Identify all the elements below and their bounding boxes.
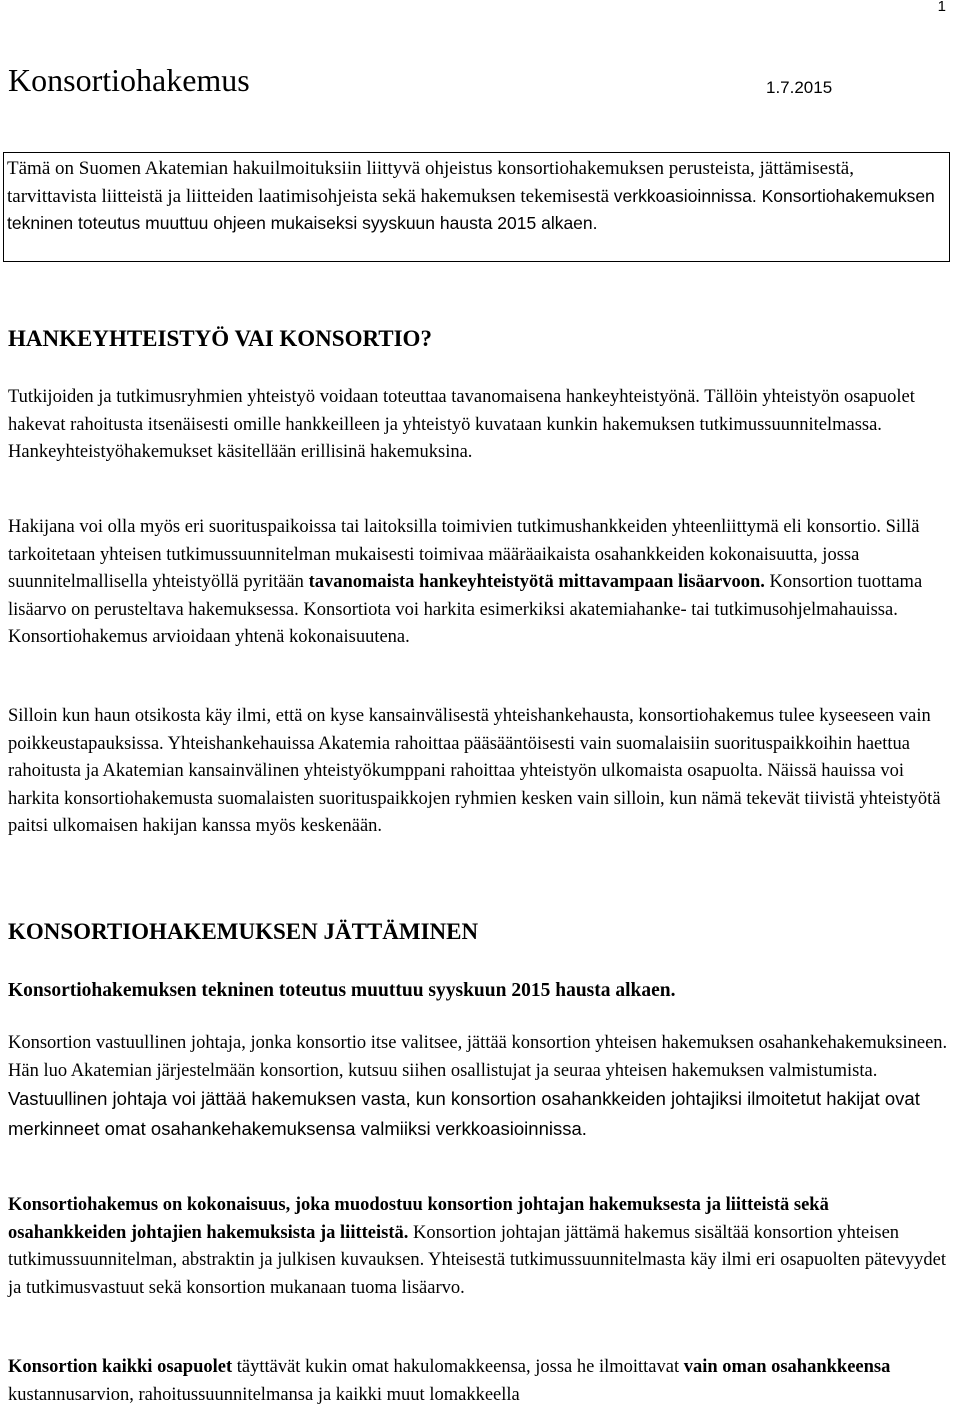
document-date: 1.7.2015 (766, 78, 833, 97)
paragraph-osapuolet-mid: täyttävät kukin omat hakulomakkeensa, jossa he ilmoittavat (232, 1357, 684, 1377)
page-number: 1 (937, 0, 946, 15)
section-heading-hankeyhteistyo: HANKEYHTEISTYÖ VAI KONSORTIO? (8, 326, 432, 351)
paragraph-vastuullinen-johtaja (8, 1030, 948, 1144)
intro-text-sans: verkkoasioinnissa. (613, 185, 757, 206)
intro-box (3, 152, 950, 262)
paragraph-vastuullinen-start: Konsortion vastuullinen johtaja, jonka konsortio itse valitsee, jättää konsortion yhteisen hakemuksen osahankehakemuksineen. Hän luo Akatemian järjestelmään konsortion, kutsuu siihen osallistujat ja seuraa yhteisen hakemuksen valmistumista. (8, 1033, 948, 1081)
document-title: Konsortiohakemus (8, 62, 250, 98)
paragraph-konsortio-end: Konsortion tuottama lisäarvo on perusteltava hakemuksessa. Konsortiota voi harkita esimerkiksi akatemiahanke- tai tutkimusohjelmahauissa. Konsortiohakemus arvioidaan yhtenä kokonaisuutena. (8, 572, 923, 647)
intro-text-end: Konsortiohakemuksen tekninen toteutus muuttuu ohjeen mukaiseksi syyskuun hausta 2015 alkaen. (7, 185, 935, 233)
paragraph-hankeyhteistyo: Tutkijoiden ja tutkimusryhmien yhteistyö voidaan toteuttaa tavanomaisena hankeyhteistyönä. Tällöin yhteistyön osapuolet hakevat rahoitusta itsenäisesti omille hankkeilleen ja yhteistyö kuvataan kunkin hakemuksen tutkimussuunnitelmassa. Hankeyhteistyöhakemukset käsitellään erillisinä hakemuksina. (8, 387, 915, 462)
paragraph-osapuolet-end: kustannusarvion, rahoitussuunnitelmansa ja kaikki muut lomakkeella (8, 1384, 520, 1405)
paragraph-yhteishanke: Silloin kun haun otsikosta käy ilmi, että on kyse kansainvälisestä yhteishankehausta, konsortiohakemus tulee kyseeseen vain poikkeustapauksissa. Yhteishankehauissa Akatemia rahoittaa pääsääntöisesti vain suomalaisiin suorituspaikkoihin haettua rahoitusta ja Akatemian kansainvälinen yhteistyökumppani rahoittaa yhteistyön ulkomaista osapuolta. Näissä hauissa voi harkita konsortiohakemusta suomalaisten suorituspaikkojen ryhmien kesken vain silloin, kun nämä tekevät tiivistä yhteistyötä paitsi ulkomaisen hakijan kanssa myös keskenään. (8, 706, 941, 836)
paragraph-kokonaisuus-end: Konsortion johtajan jättämä hakemus sisältää konsortion yhteisen tutkimussuunnitelman, abstraktin ja julkisen kuvauksen. Yhteisestä tutkimussuunnitelmasta käy ilmi eri osapuolten pätevyydet ja tutkimusvastuut sekä konsortion mukanaan tuoma lisäarvo. (8, 1222, 947, 1298)
intro-text-start: Tämä on Suomen Akatemian hakuilmoituksiin liittyvä ohjeistus konsortiohakemuksen perusteista, jättämisestä, tarvittavista liitteistä ja liitteiden laatimisohjeista sekä hakemuksen tekemisestä (7, 158, 854, 207)
paragraph-vastuullinen-sans: Vastuullinen johtaja voi jättää hakemuksen vasta, kun konsortion osahankkeiden johtajiksi ilmoitetut hakijat ovat merkinneet omat osahankehakemuksensa valmiiksi verkkoasioinnissa. (8, 1088, 920, 1139)
paragraph-konsortio-start: Hakijana voi olla myös eri suorituspaikoissa tai laitoksilla toimivien tutkimushankkeiden yhteenliittymä eli konsortio. Sillä tarkoitetaan yhteisen tutkimussuunnitelman mukaisesti toimivaa määräaikaista osahankkeiden kokonaisuutta, jossa suunnitelmallisella yhteistyöllä pyritään (8, 517, 920, 592)
paragraph-konsortio-bold: tavanomaista hankeyhteistyötä mittavampaan lisäarvoon. (308, 572, 765, 592)
subheading-tekninen-toteutus: Konsortiohakemuksen tekninen toteutus muuttuu syyskuun 2015 hausta alkaen. (8, 980, 676, 1001)
paragraph-osapuolet-bold1: Konsortion kaikki osapuolet (8, 1357, 233, 1377)
paragraph-konsortio (8, 514, 948, 652)
paragraph-kokonaisuus (8, 1192, 948, 1302)
paragraph-osapuolet (8, 1354, 948, 1409)
section-heading-jattaminen: KONSORTIOHAKEMUKSEN JÄTTÄMINEN (8, 919, 479, 944)
title-row (8, 62, 908, 99)
paragraph-osapuolet-bold2: vain oman osahankkeensa (683, 1357, 891, 1377)
paragraph-kokonaisuus-bold: Konsortiohakemus on kokonaisuus, joka muodostuu konsortion johtajan hakemuksesta ja liitteistä sekä osahankkeiden johtajien hakemuksista ja liitteistä. (8, 1195, 829, 1243)
